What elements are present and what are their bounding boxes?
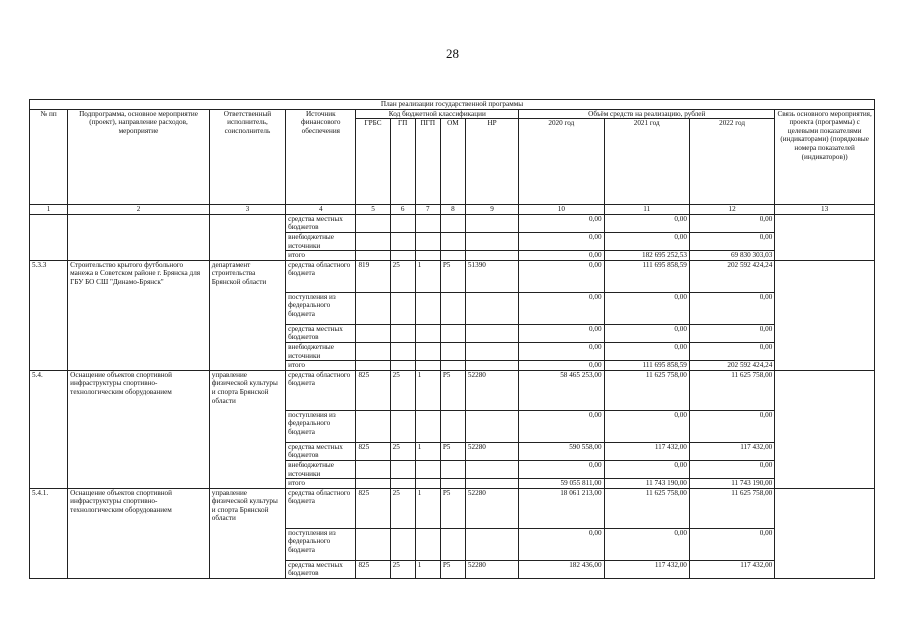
cell-grbs: 825	[356, 442, 390, 460]
cell-pgp: 1	[415, 488, 440, 528]
header-nr: НР	[465, 119, 518, 205]
cell-2021: 0,00	[604, 232, 689, 250]
cell-nr: 52280	[465, 560, 518, 578]
cell-name	[68, 214, 210, 260]
cell-num: 5.4.	[30, 370, 68, 488]
cell-source: средства областного бюджета	[286, 488, 356, 528]
cell-2020: 0,00	[519, 528, 604, 560]
cell-pgp: 1	[415, 370, 440, 410]
column-number-row	[30, 205, 875, 215]
cell-name: Оснащение объектов спортивной инфраструктуры спортивно-технологическим оборудованием	[68, 488, 210, 578]
cell-2022: 202 592 424,24	[689, 361, 774, 371]
header-2021: 2021 год	[604, 119, 689, 205]
cell-responsible: управление физической культуры и спорта Брянской области	[209, 370, 285, 488]
cell-source: итого	[286, 251, 356, 261]
cell-om: P5	[440, 488, 465, 528]
column-number: 7	[415, 205, 440, 215]
cell-2021: 117 432,00	[604, 442, 689, 460]
cell-2021: 11 743 190,00	[604, 479, 689, 489]
cell-2021: 0,00	[604, 214, 689, 232]
cell-source: поступления из федерального бюджета	[286, 292, 356, 324]
cell-gp: 25	[390, 442, 415, 460]
cell-source: итого	[286, 361, 356, 371]
cell-2022: 0,00	[689, 292, 774, 324]
cell-responsible: управление физической культуры и спорта Брянской области	[209, 488, 285, 578]
cell-2020: 0,00	[519, 460, 604, 478]
cell-om: P5	[440, 442, 465, 460]
cell-source: средства местных бюджетов	[286, 324, 356, 342]
column-number: 12	[689, 205, 774, 215]
cell-2020: 0,00	[519, 324, 604, 342]
column-number: 2	[68, 205, 210, 215]
column-number: 1	[30, 205, 68, 215]
cell-2021: 111 695 858,59	[604, 361, 689, 371]
cell-nr: 52280	[465, 370, 518, 410]
cell-2020: 0,00	[519, 232, 604, 250]
header-num: № пп	[30, 109, 68, 205]
cell-source: поступления из федерального бюджета	[286, 410, 356, 442]
cell-responsible	[209, 214, 285, 260]
column-number: 13	[775, 205, 875, 215]
cell-2022: 0,00	[689, 410, 774, 442]
cell-2021: 0,00	[604, 528, 689, 560]
cell-2020: 590 558,00	[519, 442, 604, 460]
cell-link	[775, 488, 875, 578]
plan-table	[29, 99, 875, 579]
page-number: 28	[446, 46, 459, 61]
cell-source: средства местных бюджетов	[286, 560, 356, 578]
cell-2020: 0,00	[519, 292, 604, 324]
cell-grbs: 819	[356, 260, 390, 292]
cell-source: средства местных бюджетов	[286, 442, 356, 460]
cell-source: средства областного бюджета	[286, 370, 356, 410]
cell-source: внебюджетные источники	[286, 460, 356, 478]
column-number: 9	[465, 205, 518, 215]
cell-link	[775, 214, 875, 260]
cell-source: средства местных бюджетов	[286, 214, 356, 232]
cell-nr: 52280	[465, 488, 518, 528]
header-source: Источник финансового обеспечения	[286, 109, 356, 205]
cell-2020: 0,00	[519, 361, 604, 371]
cell-2021: 0,00	[604, 324, 689, 342]
cell-gp: 25	[390, 488, 415, 528]
cell-2021: 0,00	[604, 342, 689, 360]
cell-source: итого	[286, 479, 356, 489]
cell-2021: 0,00	[604, 292, 689, 324]
cell-responsible: департамент строительства Брянской области	[209, 260, 285, 370]
cell-link	[775, 260, 875, 370]
cell-2021: 0,00	[604, 410, 689, 442]
header-budget-code: Код бюджетной классификации	[356, 109, 519, 119]
cell-2020: 0,00	[519, 251, 604, 261]
column-number: 8	[440, 205, 465, 215]
header-pgp: ПГП	[415, 119, 440, 205]
cell-2021: 11 625 758,00	[604, 488, 689, 528]
cell-2022: 0,00	[689, 232, 774, 250]
cell-2021: 11 625 758,00	[604, 370, 689, 410]
cell-source: поступления из федерального бюджета	[286, 528, 356, 560]
cell-2020: 59 055 811,00	[519, 479, 604, 489]
column-number: 3	[209, 205, 285, 215]
cell-2022: 0,00	[689, 342, 774, 360]
header-subprogram: Подпрограмма, основное мероприятие (проект), направление расходов, мероприятие	[68, 109, 210, 205]
header-2020: 2020 год	[519, 119, 604, 205]
header-gp: ГП	[390, 119, 415, 205]
cell-2022: 0,00	[689, 324, 774, 342]
cell-name: Оснащение объектов спортивной инфраструктуры спортивно-технологическим оборудованием	[68, 370, 210, 488]
cell-source: внебюджетные источники	[286, 232, 356, 250]
header-grbs: ГРБС	[356, 119, 390, 205]
cell-num: 5.4.1.	[30, 488, 68, 578]
header-link: Связь основного мероприятия, проекта (программы) с целевыми показателями (индикаторами) (порядковые номера показателей (индикаторов))	[775, 109, 875, 205]
cell-2020: 0,00	[519, 214, 604, 232]
cell-nr: 51390	[465, 260, 518, 292]
cell-2020: 0,00	[519, 260, 604, 292]
cell-2022: 202 592 424,24	[689, 260, 774, 292]
column-number: 10	[519, 205, 604, 215]
table-row	[30, 214, 875, 232]
column-number: 11	[604, 205, 689, 215]
cell-2022: 0,00	[689, 214, 774, 232]
cell-name: Строительство крытого футбольного манежа в Советском районе г. Брянска для ГБУ БО СШ "Динамо-Брянск"	[68, 260, 210, 370]
cell-2020: 18 061 213,00	[519, 488, 604, 528]
cell-2021: 117 432,00	[604, 560, 689, 578]
cell-grbs: 825	[356, 370, 390, 410]
cell-2020: 0,00	[519, 410, 604, 442]
table-caption: План реализации государственной программы	[30, 100, 875, 110]
cell-2022: 117 432,00	[689, 560, 774, 578]
cell-num: 5.3.3	[30, 260, 68, 370]
cell-gp: 25	[390, 260, 415, 292]
cell-om: P5	[440, 260, 465, 292]
column-number: 5	[356, 205, 390, 215]
cell-gp: 25	[390, 560, 415, 578]
cell-pgp: 1	[415, 260, 440, 292]
cell-grbs: 825	[356, 560, 390, 578]
cell-source: внебюджетные источники	[286, 342, 356, 360]
cell-gp: 25	[390, 370, 415, 410]
table-row	[30, 488, 875, 528]
cell-2022: 11 625 758,00	[689, 488, 774, 528]
cell-2020: 0,00	[519, 342, 604, 360]
cell-2022: 11 625 758,00	[689, 370, 774, 410]
cell-2020: 58 465 253,00	[519, 370, 604, 410]
table-row	[30, 260, 875, 292]
cell-2022: 117 432,00	[689, 442, 774, 460]
table-row	[30, 370, 875, 410]
column-number: 6	[390, 205, 415, 215]
cell-2022: 0,00	[689, 460, 774, 478]
header-volume: Объём средств на реализацию, рублей	[519, 109, 775, 119]
cell-2020: 182 436,00	[519, 560, 604, 578]
cell-link	[775, 370, 875, 488]
header-2022: 2022 год	[689, 119, 774, 205]
column-number: 4	[286, 205, 356, 215]
cell-om: P5	[440, 370, 465, 410]
header-responsible: Ответственный исполнитель, соисполнитель	[209, 109, 285, 205]
cell-num	[30, 214, 68, 260]
cell-pgp: 1	[415, 560, 440, 578]
cell-om: P5	[440, 560, 465, 578]
cell-grbs: 825	[356, 488, 390, 528]
cell-2021: 182 695 252,53	[604, 251, 689, 261]
cell-2022: 11 743 190,00	[689, 479, 774, 489]
cell-pgp: 1	[415, 442, 440, 460]
cell-2022: 0,00	[689, 528, 774, 560]
cell-nr: 52280	[465, 442, 518, 460]
cell-2021: 0,00	[604, 460, 689, 478]
cell-2021: 111 695 858,59	[604, 260, 689, 292]
header-om: ОМ	[440, 119, 465, 205]
cell-source: средства областного бюджета	[286, 260, 356, 292]
cell-2022: 69 830 303,03	[689, 251, 774, 261]
